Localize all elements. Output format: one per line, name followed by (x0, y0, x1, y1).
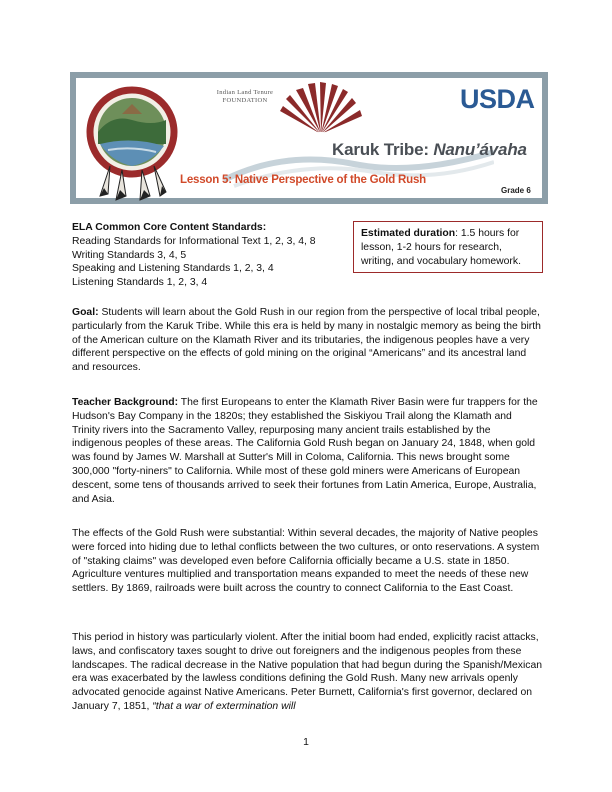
page-number: 1 (303, 737, 309, 748)
violence-paragraph (72, 631, 542, 714)
duration-label: Estimated duration (361, 228, 456, 239)
effects-text: The effects of the Gold Rush were substantial: Within several decades, the majority of Native peoples were forced into hiding due to lethal conflicts between the two cultures, or onto reservations. A system of "staking claims" was developed even before California officially became a U.S. state in 1850. Agriculture ventures multiplied and transportation means expanded to meet the needs of these new settlers. By 1869, railroads were built across the country to connect California to the East Coast. (72, 528, 540, 595)
effects-paragraph (72, 527, 542, 596)
foundation-line-2: FOUNDATION (222, 97, 268, 104)
foundation-logo-text (208, 89, 282, 105)
lesson-title: Lesson 5: Native Perspective of the Gold Rush (180, 174, 426, 186)
karuk-tribe-seal-icon (82, 84, 182, 202)
standards-heading: ELA Common Core Content Standards: (72, 222, 267, 233)
estimated-duration-box (353, 221, 543, 273)
standards-line: Listening Standards 1, 2, 3, 4 (72, 277, 208, 289)
tribe-title-italic: Nanu’ávaha (433, 140, 527, 159)
standards-line: Speaking and Listening Standards 1, 2, 3, 4 (72, 263, 274, 275)
header-banner (70, 72, 548, 204)
goal-text: Students will learn about the Gold Rush in our region from the perspective of local tribal people, particularly from the Karuk Tribe. While this era is held by many in nostalgic memory as being the birth of the American culture on the Klamath River and its tributaries, the indigenous peoples have a very different perspective on the effects of gold mining on the original “Americans” and its ancestral land and resources. (72, 307, 541, 374)
grade-label: Grade 6 (501, 186, 531, 195)
background-label: Teacher Background: (72, 397, 179, 408)
violence-text: This period in history was particularly violent. After the initial boom had ended, explicitly racist attacks, laws, and confiscatory taxes sought to drive out foreigners and the indigenous peoples from these landscapes. The radical decrease in the Native population that had begun during the Spanish/Mexican era was exacerbated by the lawless conditions defining the Gold Rush. Many new arrivals openly advocated genocide against Native Americans. Peter Burnett, California's first governor, declared on January 7, 1851, (72, 632, 543, 712)
violence-quote: “that a war of extermination will (152, 700, 296, 712)
ela-standards (72, 221, 352, 290)
duration-text: : 1.5 hours for lesson, 1-2 hours for research, writing, and vocabulary homework. (361, 228, 521, 267)
background-text: The first Europeans to enter the Klamath River Basin were fur trappers for the Hudson's Bay Company in the 1820s; they established the Siskiyou Trail along the Klamath and Trinity rivers into the Sacramento Valley, repurposing many ancient trails established by the indigenous peoples of these areas. The California Gold Rush began on January 24, 1848, when gold was found by James W. Marshall at Sutter's Mill in Coloma, California. This news brought some 300,000 "forty-niners" to California. While most of these gold miners were Americans of European descent, some tens of thousands arrived to seek their fortunes from Latin America, Europe, Australia, and Asia. (72, 397, 538, 505)
tribe-title-plain: Karuk Tribe: (332, 140, 434, 159)
foundation-line-1: Indian Land Tenure (216, 89, 274, 96)
usda-logo: USDA (460, 84, 535, 114)
tribe-title (332, 140, 527, 160)
standards-line: Writing Standards 3, 4, 5 (72, 249, 187, 261)
teacher-background-paragraph (72, 396, 542, 506)
goal-label: Goal: (72, 307, 99, 318)
goal-paragraph (72, 306, 542, 375)
standards-line: Reading Standards for Informational Text 1, 2, 3, 4, 8 (72, 235, 316, 247)
